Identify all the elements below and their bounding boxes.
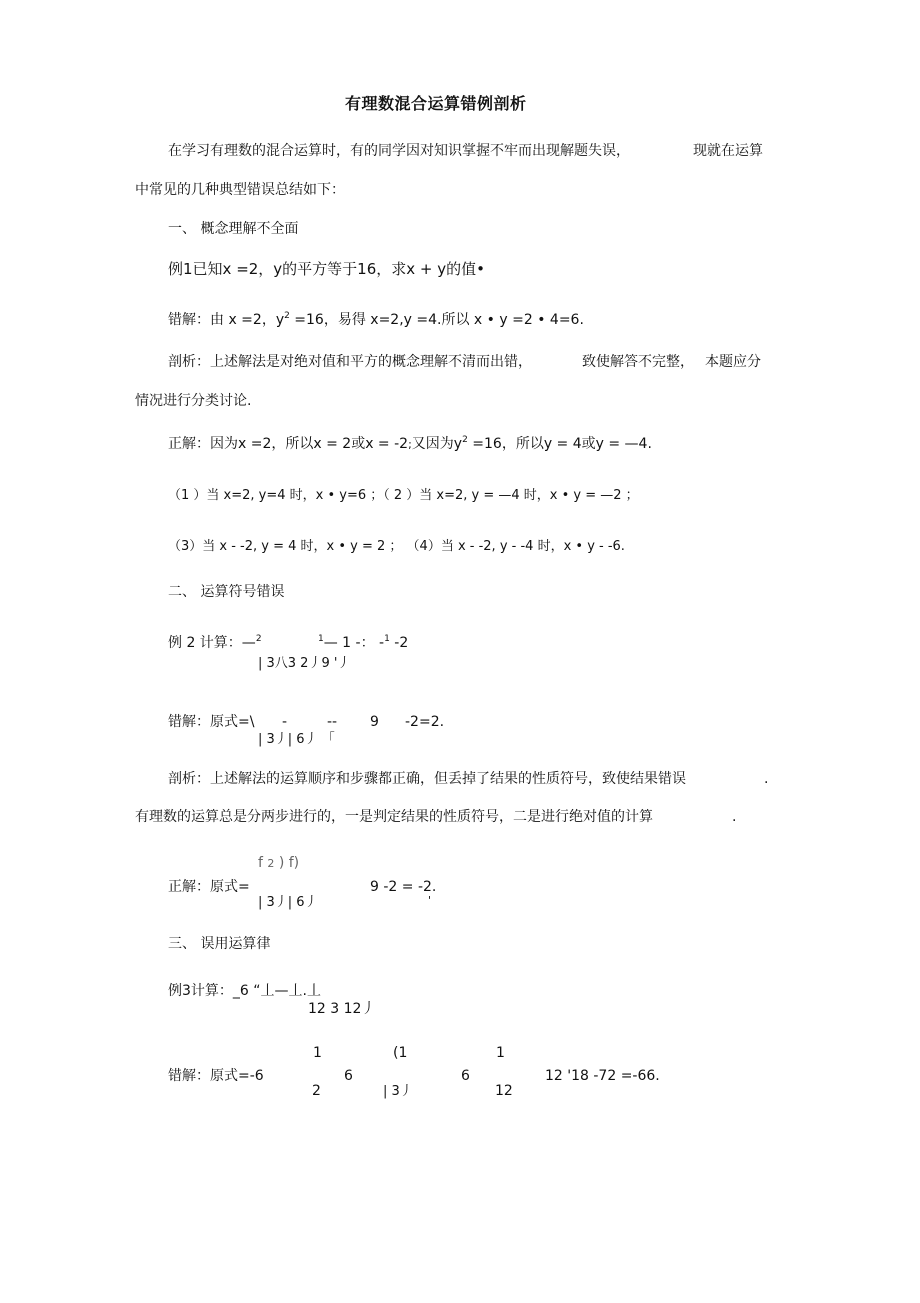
wrong-2-minus: - (282, 714, 288, 730)
example-1: 例1已知x =2，y的平方等于16，求x + y的值• (168, 260, 485, 278)
case-line-1: （1 ）当 x=2, y=4 时，x • y=6 ；（ 2 ）当 x=2, y = —4 时，x • y = —2 ； (168, 488, 639, 503)
correct-solution-1: 正解：因为x =2，所以x = 2或x = -2;又因为$y^2 =16$，所以y = 4或y = —4. (168, 435, 652, 452)
wrong-2-result: -2=2. (405, 714, 445, 730)
correct-2-sub: | 3丿| 6丿 (258, 895, 318, 910)
wrong-solution-1: 错解：由 x =2，$y^2 =16$，易得 x=2,y =4.所以 x • y =2 • 4=6. (168, 311, 584, 328)
wrong-2-sub: | 3丿| 6丿 「 (258, 732, 335, 747)
analysis-2-dot2: . (732, 809, 737, 825)
section-3-heading: 三、 误用运算律 (168, 936, 271, 952)
analysis-1-line2: 情况进行分类讨论. (135, 393, 252, 409)
intro-line-1a: 在学习有理数的混合运算时，有的同学因对知识掌握不牢而出现解题失误， (168, 143, 630, 159)
wrong-2-dminus: -- (327, 714, 338, 730)
intro-line-1b: 现就在运算 (693, 143, 763, 159)
example-2: 例 2 计算：—$^2$ (168, 634, 262, 651)
wrong-3-top-2: (1 (393, 1045, 408, 1061)
wrong-3-top-1: 1 (313, 1045, 322, 1061)
wrong-solution-3: 错解：原式=-6 (168, 1068, 264, 1084)
wrong-3-top-3: 1 (496, 1045, 505, 1061)
analysis-2-line2: 有理数的运算总是分两步进行的，一是判定结果的性质符号，二是进行绝对值的计算 (135, 809, 653, 825)
correct-2-tick: ' (428, 894, 432, 907)
example-2-cont: $^1$— 1 -： -$^1$ -2 (318, 634, 409, 651)
wrong-3-result: 12 '18 -72 =-66. (545, 1068, 660, 1084)
section-2-heading: 二、 运算符号错误 (168, 584, 285, 600)
wrong-3-six-b: 6 (461, 1068, 470, 1084)
wrong-3-bot-3: 12 (495, 1083, 513, 1099)
intro-line-2: 中常见的几种典型错误总结如下： (135, 182, 345, 198)
analysis-1a: 剖析：上述解法是对绝对值和平方的概念理解不清而出错， (168, 354, 532, 370)
wrong-3-bot-1: 2 (312, 1083, 321, 1099)
page-title: 有理数混合运算错例剖析 (345, 94, 527, 113)
analysis-2-line1: 剖析：上述解法的运算顺序和步骤都正确，但丢掉了结果的性质符号，致使结果错误 (168, 771, 686, 787)
wrong-solution-2: 错解：原式=\ (168, 714, 255, 730)
correct-2-result: 9 -2 = -2. (370, 879, 437, 895)
section-1-heading: 一、 概念理解不全面 (168, 221, 299, 237)
case-line-2: （3）当 x - -2, y = 4 时，x • y = 2 ； （4）当 x - -2, y - -4 时，x • y - -6. (168, 539, 625, 554)
analysis-1b: 致使解答不完整， (582, 354, 694, 370)
analysis-1c: 本题应分 (705, 354, 761, 370)
example-3: 例3计算：_6 “丄—丄.丄 (168, 983, 321, 999)
correct-2-top: f 2 ) f) (258, 855, 300, 871)
example-3-sub: 12 3 12丿 (308, 1001, 376, 1017)
wrong-3-bot-2: | 3丿 (383, 1084, 413, 1099)
analysis-2-dot1: . (764, 771, 769, 787)
correct-solution-2: 正解：原式= (168, 879, 250, 895)
wrong-3-six-a: 6 (344, 1068, 353, 1084)
wrong-2-nine: 9 (370, 714, 379, 730)
example-2-sub: | 3八3 2丿9 '丿 (258, 656, 351, 671)
